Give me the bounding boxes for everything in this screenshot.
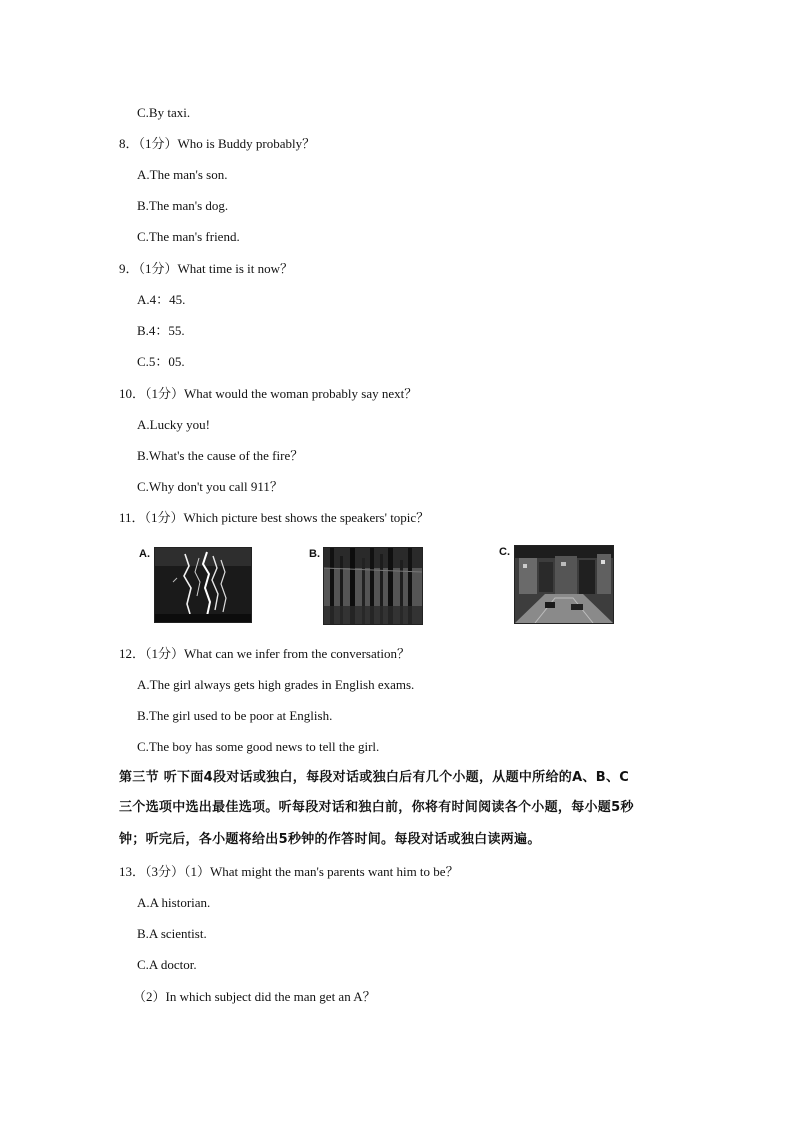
picture-b-label: B.	[309, 548, 320, 560]
q13-option-b: B.A scientist.	[137, 926, 207, 941]
picture-c-label: C.	[499, 546, 510, 558]
q9-option-c: C.5：05.	[137, 354, 185, 369]
question-13-part-2: （2）In which subject did the man get an A？	[133, 989, 376, 1004]
q7-option-c: C.By taxi.	[137, 105, 191, 120]
q13-option-c: C.A doctor.	[137, 957, 197, 972]
q8-option-b: B.The man's dog.	[137, 198, 229, 213]
question-10: 10．（1分）What would the woman probably say next？	[119, 386, 418, 401]
q8-option-c: C.The man's friend.	[137, 229, 240, 244]
q10-option-a: A.Lucky you!	[137, 417, 210, 432]
q10-option-c: C.Why don't you call 911？	[137, 479, 283, 494]
q8-option-a: A.The man's son.	[137, 167, 228, 182]
section-instructions-line-2: 三个选项中选出最佳选项。听每段对话和独白前，你将有时间阅读各个小题，每小题5秒	[119, 800, 634, 815]
question-9: 9．（1分）What time is it now？	[119, 261, 294, 276]
q13-option-a: A.A historian.	[137, 895, 211, 910]
q12-option-a: A.The girl always gets high grades in English exams.	[137, 677, 415, 692]
street-image	[514, 545, 614, 624]
q9-option-a: A.4：45.	[137, 292, 186, 307]
q9-option-b: B.4：55.	[137, 323, 185, 338]
question-12: 12．（1分）What can we infer from the conversation？	[119, 646, 410, 661]
q12-option-b: B.The girl used to be poor at English.	[137, 708, 333, 723]
question-8: 8．（1分）Who is Buddy probably？	[119, 136, 316, 151]
section-instructions-line-1: 第三节 听下面4段对话或独白，每段对话或独白后有几个小题，从题中所给的A、B、C	[119, 770, 630, 785]
q12-option-c: C.The boy has some good news to tell the girl.	[137, 739, 380, 754]
section-instructions-line-3: 钟；听完后，各小题将给出5秒钟的作答时间。每段对话或独白读两遍。	[119, 832, 541, 847]
picture-a-label: A.	[139, 548, 150, 560]
lightning-image	[154, 547, 252, 623]
q10-option-b: B.What's the cause of the fire？	[137, 448, 304, 463]
question-13: 13．（3分）（1）What might the man's parents want him to be？	[119, 864, 459, 879]
forest-image	[323, 547, 423, 625]
question-11: 11．（1分）Which picture best shows the speakers' topic？	[119, 510, 430, 525]
